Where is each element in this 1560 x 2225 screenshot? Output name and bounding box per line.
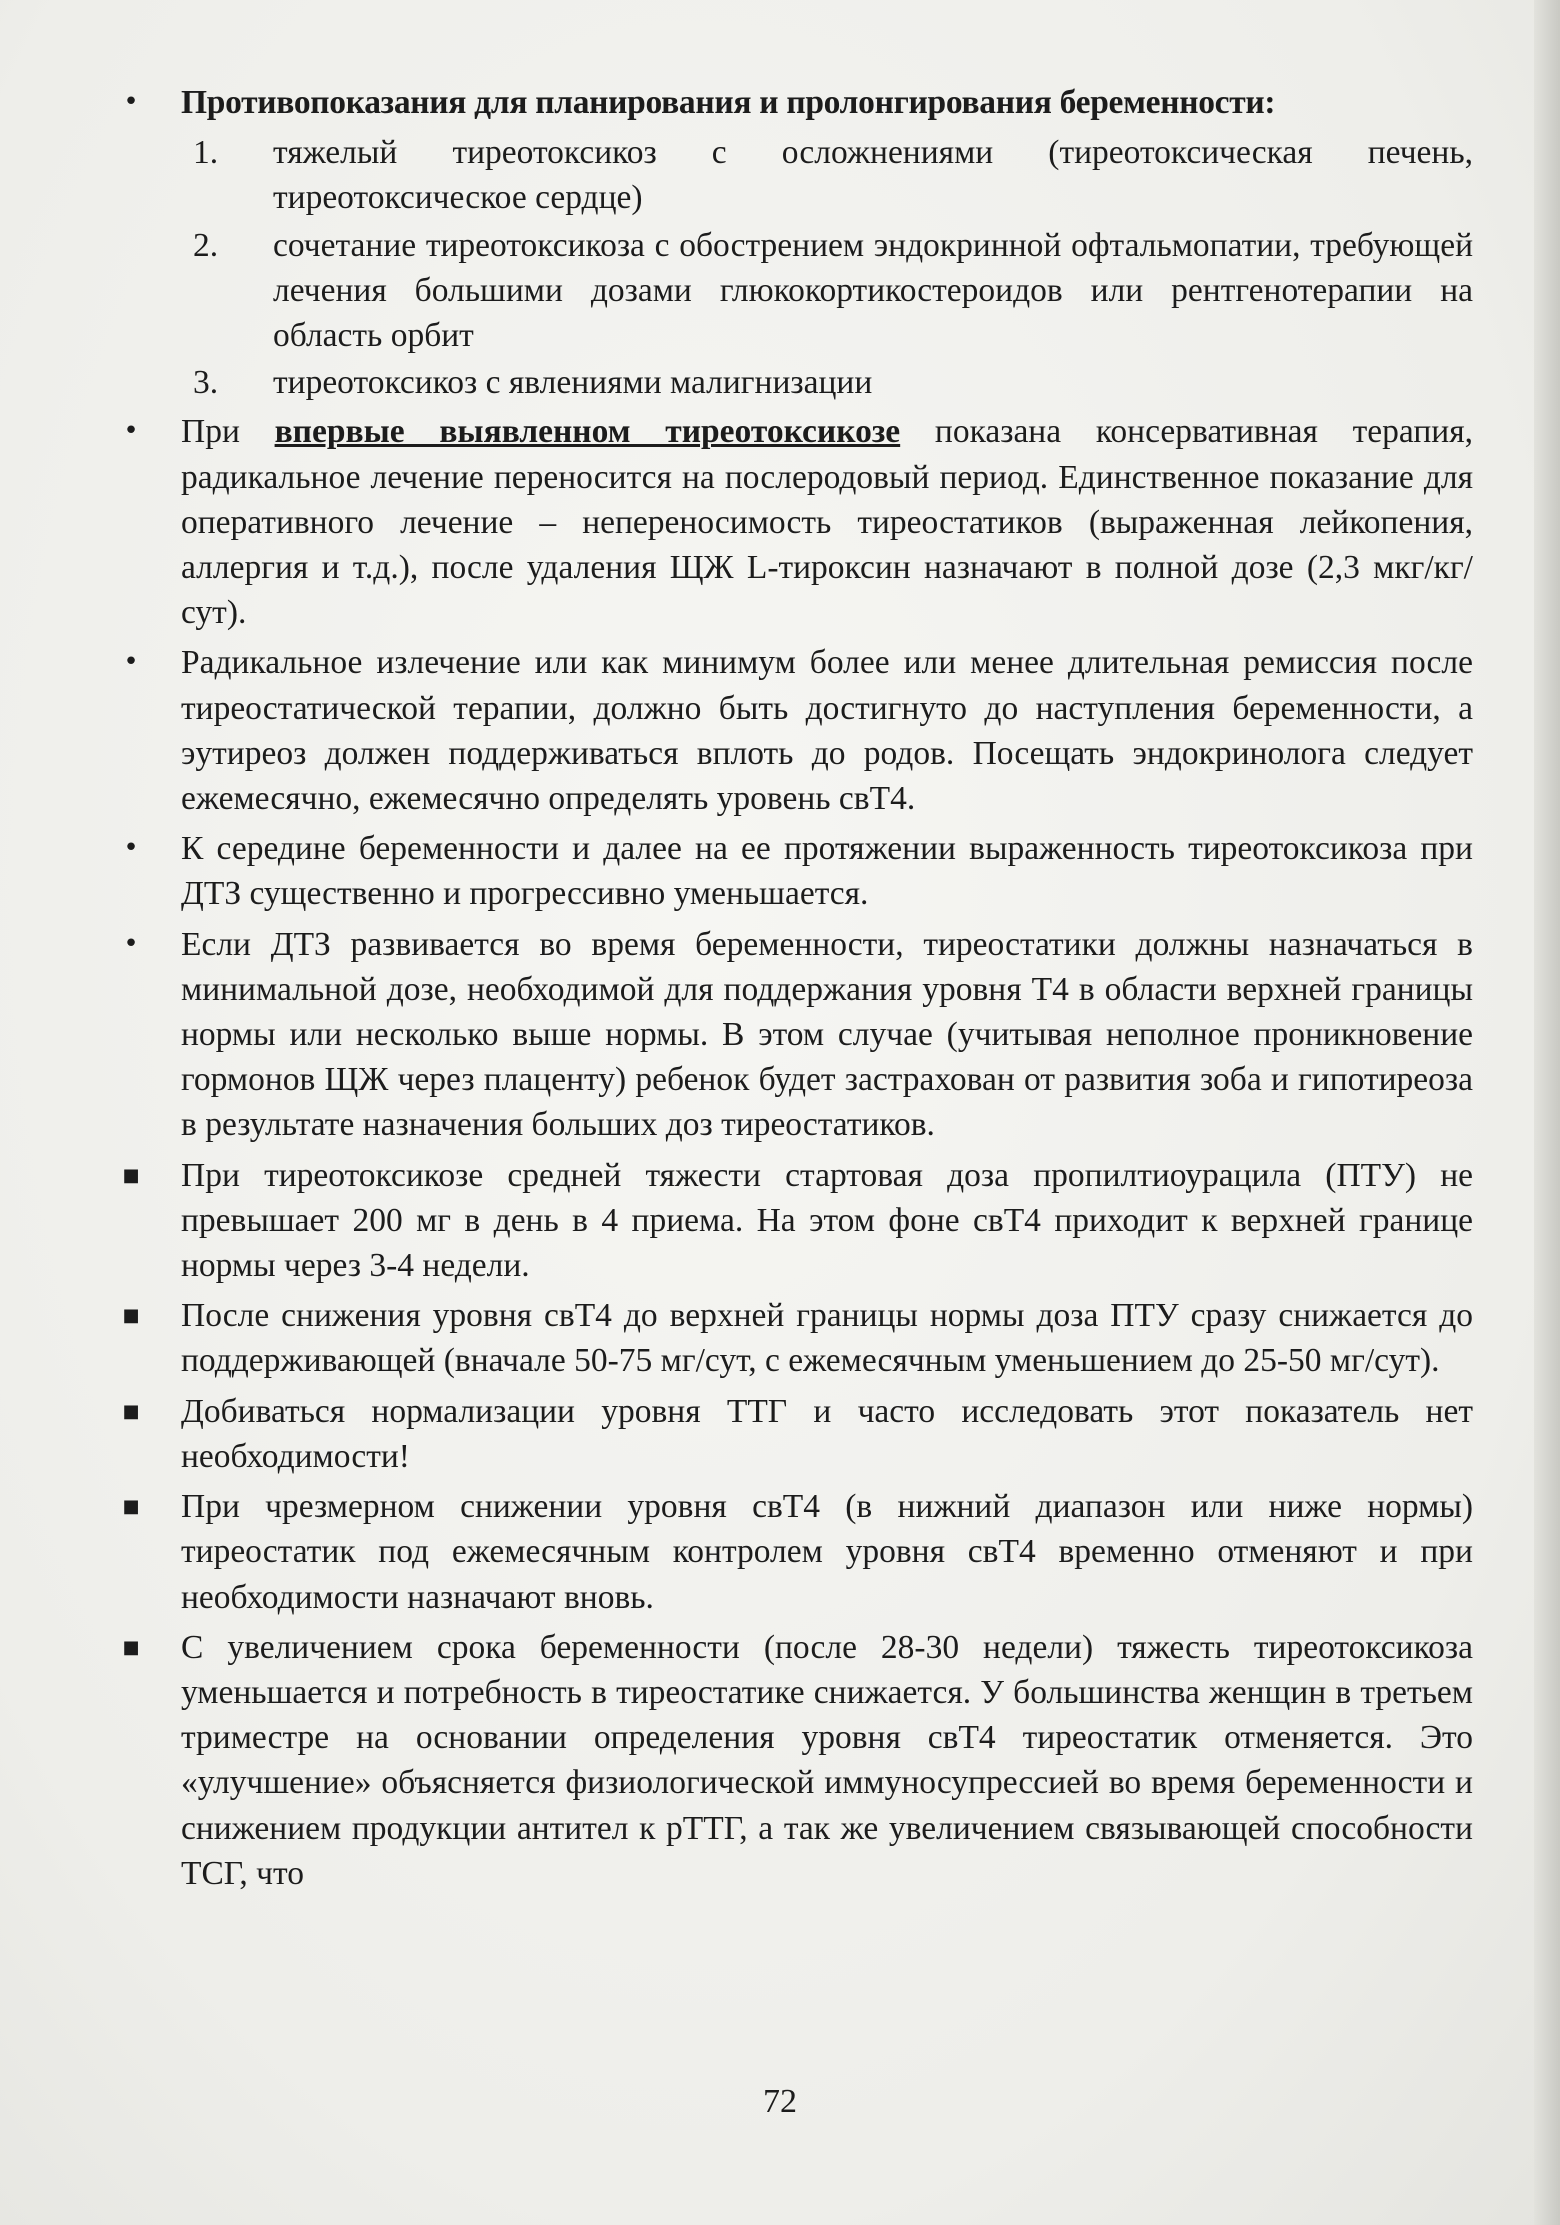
bullet-paragraph [108,640,1473,821]
paragraph-text: К середине беременности и далее на ее протяжении выраженность тиреотоксикоза при ДТЗ существенно и прогрессивно уменьшается. [181,830,1473,913]
list-item-text: тяжелый тиреотоксикоз с осложнениями (тиреотоксическая печень, тиреотоксическое сердце) [273,134,1473,217]
paragraph-text: При чрезмерном снижении уровня свТ4 (в нижний диапазон или ниже нормы) тиреостатик под ежемесячным контролем уровня свТ4 временно отменяют и при необходимости назначают вновь. [181,1488,1473,1616]
bullet-paragraph [108,922,1473,1148]
bullet-paragraph [108,1293,1473,1383]
list-item-text: сочетание тиреотоксикоза с обострением эндокринной офтальмопатии, требующей лечения большими дозами глюкокортикостероидов или рентгенотерапии на область орбит [273,226,1473,355]
bullet-square-icon: ■ [122,1305,140,1327]
bullet-paragraph [108,1484,1473,1620]
list-item [193,130,1473,220]
list-number: 3. [193,364,219,402]
list-number: 2. [193,226,219,264]
contraindications-list [108,130,1473,405]
list-item [193,223,1473,359]
section-heading: Противопоказания для планирования и пролонгирования беременности: [181,84,1276,121]
paragraph-text: Если ДТЗ развивается во время беременности, тиреостатики должны назначаться в минимальной дозе, необходимой для поддержания уровня Т4 в области верхней границы нормы или несколько выше нормы. В этом случае (учитывая неполное проникновение гормонов ЩЖ через плаценту) ребенок будет застрахован от развития зоба и гипотиреоза в результате назначения больших доз тиреостатиков. [181,925,1473,1144]
paragraph-text-start: При [181,413,275,451]
bullet-round-icon: • [123,647,139,678]
bullet-paragraph [108,1153,1473,1289]
page-number: 72 [763,2083,797,2120]
bullet-square-icon: ■ [122,1496,140,1518]
paragraph-text: После снижения уровня свТ4 до верхней границы нормы доза ПТУ сразу снижается до поддерживающей (вначале 50-75 мг/сут, с ежемесячным уменьшением до 25-50 мг/сут). [181,1297,1473,1380]
bullet-square-icon: ■ [122,1636,140,1658]
bullet-round-icon: • [123,928,139,959]
paragraph-text-end: показана консервативная терапия, радикальное лечение переносится на послеродовый период. Единственное показание для оперативного лечение – непереносимость тиреостатиков (выраженная лейкопения, аллергия и т.д.), после удаления ЩЖ L-тироксин назначают в полной дозе (2,3 мкг/кг/сут). [181,413,1473,632]
bullet-square-icon: ■ [122,1164,140,1186]
paragraph-text: С увеличением срока беременности (после 28-30 недели) тяжесть тиреотоксикоза уменьшается и потребность в тиреостатике снижается. У большинства женщин в третьем триместре на основании определения уровня свТ4 тиреостатик отменяется. Это «улучшение» объясняется физиологической иммуносупрессией во время беременности и снижением продукции антител к рТТГ, а так же увеличением связывающей способности ТСГ, что [181,1628,1473,1892]
bullet-paragraph-new-onset [108,409,1473,635]
contraindications-section [108,80,1473,125]
bullet-round-icon: • [123,87,139,117]
emphasized-term: впервые выявленном тиреотоксикозе [274,413,901,451]
bullet-paragraph [108,1625,1473,1896]
list-item [193,360,1473,405]
bullet-paragraph [108,826,1473,916]
paragraph-text: Радикальное излечение или как минимум более или менее длительная ремиссия после тиреостатической терапии, должно быть достигнуто до наступления беременности, а эутиреоз должен поддерживаться вплоть до родов. Посещать эндокринолога следует ежемесячно, ежемесячно определять уровень свТ4. [181,644,1473,818]
list-item-text: тиреотоксикоз с явлениями малигнизации [273,364,873,402]
paragraph-text: При тиреотоксикозе средней тяжести стартовая доза пропилтиоурацила (ПТУ) не превышает 200 мг в день в 4 приема. На этом фоне свТ4 приходит к верхней границе нормы через 3-4 недели. [181,1156,1473,1285]
paragraph-text: Добиваться нормализации уровня ТТГ и часто исследовать этот показатель нет необходимости! [181,1392,1473,1475]
page-content [108,80,1473,1901]
bullet-paragraph [108,1389,1473,1479]
page-edge-shadow [1534,0,1560,2225]
bullet-square-icon: ■ [122,1400,140,1422]
bullet-round-icon: • [123,416,139,447]
list-number: 1. [193,134,219,172]
bullet-round-icon: • [123,833,139,864]
